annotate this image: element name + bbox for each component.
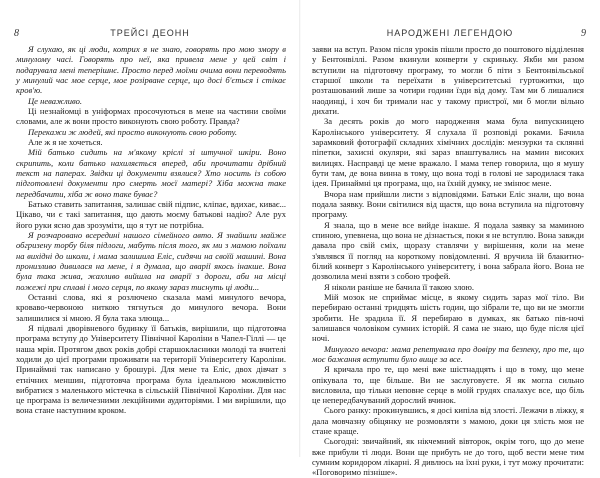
- paragraph: Сьогодні: звичайний, як нікчемний вівторок, окрім того, що до мене вже прибули ті люди. Вони ще прибуть не до того, щоб вести мене тим сумним коридором лікарні. Я дивлюсь на їхні руки, і тут можу прочитати: «Поговоримо пізніше».: [312, 436, 584, 478]
- paragraph: Перекажи ж людей, які просто виконують свою роботу.: [28, 126, 237, 137]
- paragraph: Я розчаровано всередині нашого сімейного авто. Я знайшли майже обгризену торбу біля підлоги, мабуть після того, як ми з мамою поїхали на вихідні до школи, і мама залишила Еліс, сидячи на своїй машині. Вона пронизливо дивилася на мене, і я думала, що аварії якось інакше. Вона була така жива, жахливо вийшла на аварії з дороги, аби на місці пожежі при сплаві і мого серця, по якому зараз тиснуть ці люди...: [16, 229, 286, 292]
- author-name: ТРЕЙСІ ДЕОНН: [110, 28, 190, 38]
- paragraph: За десять років до мого народження мама була випускницею Каролінського університету. Я слухала її розповіді роками. Бачила зарамковий фотографії складних хімічних дослідів: мензурки та склянні піпетки, захисні окуляри, які зараз впаштувались на мамин високих вилицях. Насправді це мене вражало. І мама тепер говорила, що я мушу бути там, де вона винна в тому, що вона тоді в голові не зародилася така ідея. Принаймні ця програма, що, на їхній думку, не змінює мене.: [312, 116, 584, 189]
- right-page: [300, 0, 600, 478]
- running-header-right: [314, 28, 586, 40]
- page-number: 9: [581, 28, 586, 39]
- paragraph: Вчора нам прийшли листи з відповідями. Батьки Еліс знали, що вона подала заявку. Вони світилися від щастя, що вона вступила на підготовчу програму.: [312, 188, 584, 220]
- paragraph: заяви на вступ. Разом після уроків пішли просто до поштового відділення у Бентонвіллі. Разом вкинули конверти у скриньку. Якби ми разом вступили на підготовчу програму, то могли б піти з Бентонвільської старшої школи та переїхати в університетські гуртожитки, що розташований лише за чотири години їзди від дому. Там ми б лишалися наодинці, і хоч би тримали нас у такому пристрої, ми б могли вільно дихати.: [312, 44, 584, 116]
- page-number: 8: [14, 28, 19, 39]
- paragraph: Це неважливо.: [28, 95, 83, 106]
- left-page-body: [16, 44, 286, 416]
- right-page-body: [312, 44, 584, 478]
- paragraph: Батько ставить запитання, залишає свій підпис, кліпає, вдихає, киває... Цікаво, чи є такі запитання, що дають моєму батькові надію? Але рух його руки ясно дав зрозуміти, що я тут не потрібна.: [16, 198, 286, 230]
- paragraph: Мій батько сидить на м'якому кріслі зі штучної шкіри. Воно скрипить, коли батько нахиляється вперед, аби прочитати дрібний текст на паперах. Звідки ці документи взялися? Хто носить із собою підготовлені документи про смерть моєї матері? Хіба можна таке передбачити, хіба ж воно таке буває?: [16, 147, 286, 199]
- paragraph: Я кричала про те, що мені вже шістнадцять і що в тому, що мене опікувала то, ще більше. Ви не заслуговуєте. Я як могла сильно висловила, що тільки неповне серце в моїй грудях спалахує все, що біль це непередбачуваний дорослий вчинок.: [312, 364, 584, 406]
- book-title: НАРОДЖЕНІ ЛЕГЕНДОЮ: [386, 28, 514, 38]
- paragraph: Останні слова, які я розлючено сказала мамі минулого вечора, кроваво-червоною ниткою тягнуться до минулого вечора. Вони залишилися зі мною. Я була така злюща...: [16, 291, 286, 323]
- paragraph: Сього ранку: прокинувшись, я досі кипіла від злості. Лежачи в ліжку, я дала мовчазну обіцянку не розмовляти з мамою, доки ця злість моя не стане краще.: [312, 405, 584, 437]
- paragraph: Але ж я не хочеться.: [28, 136, 103, 147]
- running-header-left: [14, 28, 286, 40]
- paragraph: Я знала, що в мене все вийде інакше. Я подала заявку за маминою спиною, упевнена, що вона не дізнається, поки я не вступлю. Вона завжди давала про свій сміх, щоразу ставлячи у вирішення, коли на мене з'являвся її погляд на короткому повідомленні. Я вручила їй блакитно-білий конверт з Каролінського університету, і вона забрала його. Вона не дозволила мені взяти з собою трофей.: [312, 219, 584, 282]
- paragraph: Минулого вечора: мама репетувала про довіру та безпеку, про те, що моє бажання вступити було вище за все.: [312, 343, 584, 364]
- left-page: [0, 0, 300, 457]
- paragraph: Мій мозок не сприймає місце, в якому сидить зараз мої тіло. Ви перебираю останні тридцять шість годин, що зібрали те, що ви не змогли зробити. Не зрадила її. Я перебираю в думках, як батько пів-ночі залишався чоловіком сумних історій. Я сама не знаю, що буде після цієї ночі.: [312, 291, 584, 344]
- paragraph: Я слухаю, як ці люди, котрих я не знаю, говорять про мою змору в минулому часі. Говорять про неї, яка привела мене у цей світ і подарувала мені теперішнє. Просто перед моїми очима вони переводять у минулий час мое серце, мое розірване серце, що досі б'ється і стікає кров'ю.: [16, 44, 286, 96]
- paragraph: Я ніколи раніше не бачила її такою злою.: [324, 281, 475, 292]
- paragraph: Ці незнайомці в уніформах просочуються в мене на частини своїми словами, але ж вони просто виконують свою роботу. Правда?: [16, 105, 286, 127]
- paragraph: Я підвалі дворівневого будинку її батьків, вирішили, що підготовча програма вступу до Університету Північної Кароліни в Чапел-Гіллі — це наша мрія. Протягом двох років добрі старшокласники молоді та вчителі ходили до цієї програми проживати на території Університету Кароліни. Принаймні так написано у брошурі. Для мене та Еліс, двох дівчат з етнічних меншин, підготовча програма була ідеальною можливістю вибратися з маленького містечка в сільській Північної Кароліни. Для нас це програма із величезними лекційними аудиторіями. І ми вирішили, що вона стане наступним кроком.: [16, 322, 286, 416]
